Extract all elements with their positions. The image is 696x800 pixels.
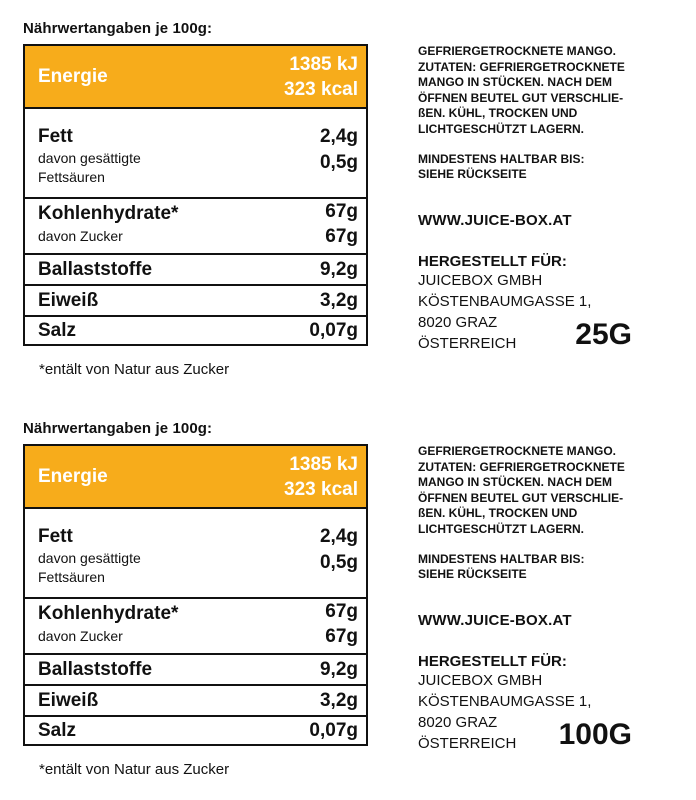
carbs-value: 67g [325, 201, 358, 222]
energy-row [25, 46, 366, 109]
info-line: ßEN. KÜHL, TROCKEN UND [418, 506, 578, 521]
fiber-row [25, 255, 366, 286]
fat-label: Fett [38, 126, 73, 147]
fat-sub-label-1: davon gesättigte [38, 150, 141, 166]
info-line: GEFRIERGETROCKNETE MANGO. [418, 444, 617, 458]
manufacturer-line: KÖSTENBAUMGASSE 1, [418, 693, 592, 710]
fat-label: Fett [38, 526, 73, 547]
info-line: MANGO IN STÜCKEN. NACH DEM [418, 75, 612, 90]
info-line: ßEN. KÜHL, TROCKEN UND [418, 106, 578, 121]
energy-kcal: 323 kcal [284, 79, 358, 100]
website: WWW.JUICE-BOX.AT [418, 212, 572, 229]
website: WWW.JUICE-BOX.AT [418, 612, 572, 629]
protein-label: Eiweiß [38, 690, 99, 711]
info-line: ÖFFNEN BEUTEL GUT VERSCHLIE- [418, 490, 624, 505]
fat-sub-label-2: Fettsäuren [38, 569, 105, 585]
footnote: *entält von Natur aus Zucker [39, 361, 230, 378]
salt-label: Salz [38, 720, 77, 741]
saturated-fat-value: 0,5g [319, 152, 358, 173]
fat-row [25, 509, 366, 599]
manufacturer-line: JUICEBOX GMBH [418, 272, 543, 289]
footnote: *entält von Natur aus Zucker [39, 761, 230, 778]
net-weight: 25G [575, 318, 632, 351]
saturated-fat-value: 0,5g [319, 552, 358, 573]
fat-sub-label-2: Fettsäuren [38, 169, 105, 185]
manufacturer-line: KÖSTENBAUMGASSE 1, [418, 293, 592, 310]
energy-kj: 1385 kJ [289, 454, 358, 475]
info-line: LICHTGESCHÜTZT LAGERN. [418, 121, 584, 136]
salt-value: 0,07g [309, 720, 358, 741]
salt-row [25, 717, 366, 744]
best-before-value: SIEHE RÜCKSEITE [418, 567, 527, 582]
info-line: GEFRIERGETROCKNETE MANGO. [418, 44, 617, 58]
manufacturer-line: 8020 GRAZ [418, 314, 498, 331]
best-before-value: SIEHE RÜCKSEITE [418, 167, 527, 182]
manufacturer-line: 8020 GRAZ [418, 714, 498, 731]
info-line: ZUTATEN: GEFRIERGETROCKNETE [418, 459, 625, 474]
carbs-value: 67g [325, 601, 358, 622]
fat-row [25, 109, 366, 199]
sugar-value: 67g [325, 626, 358, 647]
carbs-row [25, 199, 366, 255]
net-weight: 100G [558, 718, 632, 751]
manufacturer-line: ÖSTERREICH [418, 335, 517, 352]
manufacturer-title: HERGESTELLT FÜR: [418, 653, 567, 670]
fiber-value: 9,2g [319, 259, 358, 280]
salt-value: 0,07g [309, 320, 358, 341]
best-before-title: MINDESTENS HALTBAR BIS: [418, 551, 585, 566]
energy-kcal: 323 kcal [284, 479, 358, 500]
nutrition-heading: Nährwertangaben je 100g: [23, 20, 213, 37]
protein-row [25, 286, 366, 317]
sugar-value: 67g [325, 226, 358, 247]
fiber-label: Ballaststoffe [38, 659, 153, 680]
salt-label: Salz [38, 320, 77, 341]
info-line: MANGO IN STÜCKEN. NACH DEM [418, 475, 612, 490]
sugar-label: davon Zucker [38, 628, 123, 644]
nutrition-heading: Nährwertangaben je 100g: [23, 420, 213, 437]
energy-kj: 1385 kJ [289, 54, 358, 75]
fat-value: 2,4g [319, 126, 358, 147]
protein-value: 3,2g [319, 290, 358, 311]
nutrition-table [23, 44, 368, 346]
energy-row [25, 446, 366, 509]
carbs-label: Kohlenhydrate* [38, 203, 179, 224]
protein-label: Eiweiß [38, 290, 99, 311]
protein-row [25, 686, 366, 717]
manufacturer-line: ÖSTERREICH [418, 735, 517, 752]
best-before-title: MINDESTENS HALTBAR BIS: [418, 151, 585, 166]
manufacturer-line: JUICEBOX GMBH [418, 672, 543, 689]
nutrition-label-100g [0, 400, 696, 800]
energy-label: Energie [38, 66, 108, 87]
product-info [418, 44, 678, 183]
carbs-row [25, 599, 366, 655]
carbs-label: Kohlenhydrate* [38, 603, 179, 624]
info-line: LICHTGESCHÜTZT LAGERN. [418, 521, 584, 536]
sugar-label: davon Zucker [38, 228, 123, 244]
fat-value: 2,4g [319, 526, 358, 547]
info-line: ÖFFNEN BEUTEL GUT VERSCHLIE- [418, 90, 624, 105]
product-info [418, 444, 678, 583]
nutrition-table [23, 444, 368, 746]
fiber-value: 9,2g [319, 659, 358, 680]
manufacturer-title: HERGESTELLT FÜR: [418, 253, 567, 270]
fat-sub-label-1: davon gesättigte [38, 550, 141, 566]
energy-label: Energie [38, 466, 108, 487]
fiber-row [25, 655, 366, 686]
salt-row [25, 317, 366, 344]
protein-value: 3,2g [319, 690, 358, 711]
info-line: ZUTATEN: GEFRIERGETROCKNETE [418, 59, 625, 74]
fiber-label: Ballaststoffe [38, 259, 153, 280]
